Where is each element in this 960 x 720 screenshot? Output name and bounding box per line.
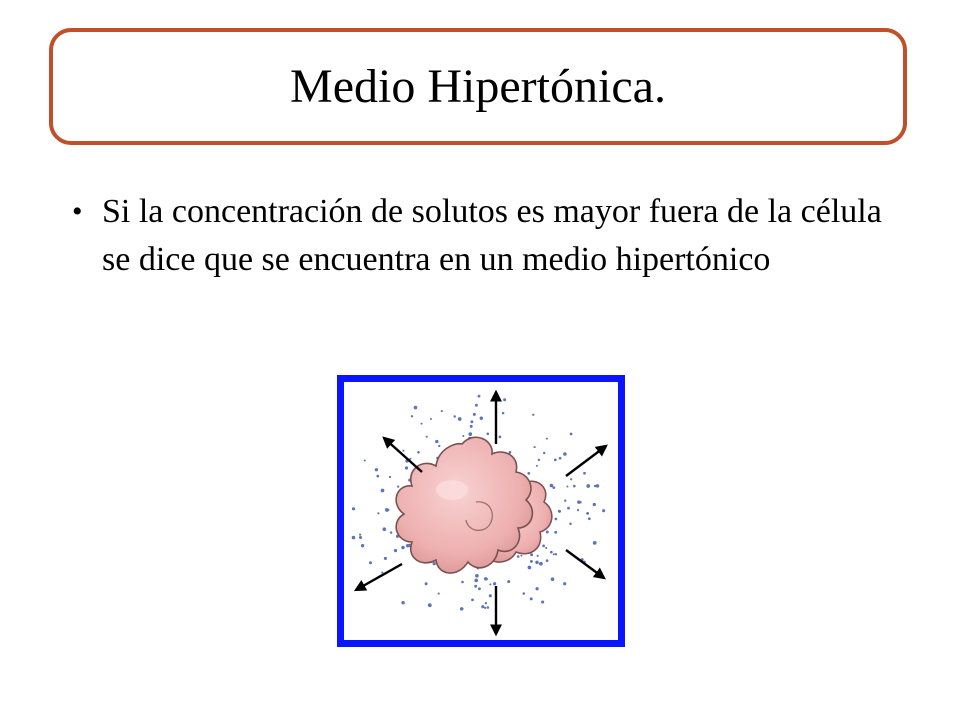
cell-highlight [436, 480, 468, 500]
solute-dot [566, 485, 568, 487]
solute-dot [428, 603, 432, 607]
solute-dot [352, 536, 356, 540]
solute-dot [489, 594, 492, 597]
solute-dot [537, 555, 539, 557]
solute-dot [579, 501, 581, 503]
title-box [49, 28, 907, 145]
bullet-marker: • [72, 195, 83, 228]
solute-dot [520, 555, 522, 557]
solute-dot [517, 555, 520, 558]
solute-dot [441, 410, 443, 412]
solute-dot [389, 476, 391, 478]
solute-dot [411, 415, 413, 417]
solute-dot [503, 398, 506, 401]
solute-dot [394, 549, 397, 552]
solute-dot [550, 484, 554, 488]
solute-dot [487, 606, 490, 609]
solute-dot [376, 475, 379, 478]
solute-dot [535, 561, 538, 564]
solute-dot [458, 417, 462, 421]
solute-dot [468, 432, 472, 436]
solute-dot [570, 433, 573, 436]
solute-dot [480, 417, 483, 420]
solute-dot [425, 582, 428, 585]
solute-dot [384, 557, 387, 560]
solute-dot [474, 579, 478, 583]
solute-dot [536, 465, 538, 467]
solute-dot [369, 561, 372, 564]
solute-dot [550, 551, 553, 554]
solute-dot [541, 600, 544, 603]
solute-dot [551, 577, 555, 581]
solute-dot [471, 599, 474, 602]
solute-dot [401, 546, 404, 549]
solute-dot [485, 578, 488, 581]
solute-dot [474, 585, 477, 588]
solute-dot [559, 457, 562, 460]
solute-dot [530, 553, 533, 556]
bullet-text: Si la concentración de solutos es mayor fuera de la célula se dice que se encuentra en un medio hipertónico [102, 193, 882, 278]
solute-dot [481, 605, 484, 608]
solute-dot [377, 512, 379, 514]
solute-dot [555, 518, 558, 521]
solute-dot [493, 582, 496, 585]
solute-dot [402, 450, 404, 452]
solute-dot [602, 509, 605, 512]
solute-dot [486, 432, 489, 435]
solute-dot [438, 593, 440, 595]
bullet-item [72, 188, 892, 284]
solute-dot [569, 522, 572, 525]
solute-dot [507, 580, 510, 583]
solute-dot [564, 499, 566, 501]
solute-dot [528, 566, 532, 570]
solute-dot [435, 440, 438, 443]
solute-dot [558, 510, 561, 513]
solute-dot [420, 423, 422, 425]
solute-dot [593, 541, 597, 545]
solute-dot [588, 517, 591, 520]
solute-dot [478, 587, 481, 590]
solute-dot [453, 415, 455, 417]
solute-dot [594, 485, 596, 487]
solute-dot [543, 452, 545, 454]
solute-dot [462, 435, 464, 437]
solute-dot [461, 581, 464, 584]
solute-dot [546, 438, 548, 440]
solute-dot [527, 472, 530, 475]
arrow-up-right [566, 446, 606, 476]
solute-dot [570, 478, 572, 480]
solute-dot [406, 544, 409, 547]
solute-dot [573, 485, 576, 488]
solute-dot [538, 459, 540, 461]
solute-dot [359, 534, 361, 536]
solute-dot [478, 395, 481, 398]
solute-dot [489, 583, 491, 585]
solute-dot [509, 451, 512, 454]
solute-dot [383, 527, 387, 531]
solute-dot [554, 459, 557, 462]
solute-dot [397, 485, 399, 487]
solute-dot [470, 420, 473, 423]
arrow-up-left [384, 438, 422, 472]
solute-dot [530, 597, 533, 600]
solute-dot [545, 547, 547, 549]
solute-dot [438, 445, 440, 447]
solute-dot [539, 562, 543, 566]
solute-dot [586, 484, 590, 488]
solute-dot [502, 412, 505, 415]
arrow-right [566, 550, 604, 578]
solute-dot [530, 560, 533, 563]
solute-dot [583, 472, 586, 475]
cell-figure [337, 375, 625, 647]
solute-dot [390, 531, 392, 533]
solute-dot [430, 418, 432, 420]
solute-dot [532, 414, 534, 416]
solute-dot [553, 553, 555, 555]
solute-dot [577, 509, 579, 511]
solute-dot [359, 536, 362, 539]
solute-dot [475, 574, 479, 578]
crenated-cell-illustration [344, 382, 618, 640]
solute-dot [473, 413, 476, 416]
solute-dot [542, 545, 545, 548]
solute-dot [546, 559, 549, 562]
solute-dot [470, 425, 473, 428]
solute-dot [499, 436, 502, 439]
solute-dot [414, 406, 418, 410]
solute-dot [484, 607, 486, 609]
solute-dot [563, 452, 567, 456]
solute-dot [361, 544, 364, 547]
solute-dot [475, 404, 478, 407]
solute-dot [381, 489, 385, 493]
solute-dot [364, 459, 366, 461]
solute-dot [352, 507, 355, 510]
solute-dot [433, 562, 436, 565]
solute-dot [567, 507, 570, 510]
solute-dot [405, 466, 408, 469]
solute-dot [593, 503, 596, 506]
arrow-left [356, 564, 402, 590]
solute-dot [523, 592, 526, 595]
solute-dot [460, 607, 464, 611]
page-title: Medio Hipertónica. [290, 59, 666, 113]
solute-dot [534, 446, 536, 448]
solute-dot [485, 602, 487, 604]
solute-dot [426, 436, 428, 438]
solute-dot [401, 601, 404, 604]
solute-dot [554, 531, 557, 534]
solute-dot [563, 582, 566, 585]
solute-dot [385, 508, 388, 511]
solute-dot [552, 486, 555, 489]
solute-dot [535, 587, 538, 590]
solute-dot [546, 531, 549, 534]
solute-dot [586, 512, 589, 515]
solute-dot [555, 553, 557, 555]
solute-dot [375, 468, 378, 471]
solute-dot [417, 451, 420, 454]
